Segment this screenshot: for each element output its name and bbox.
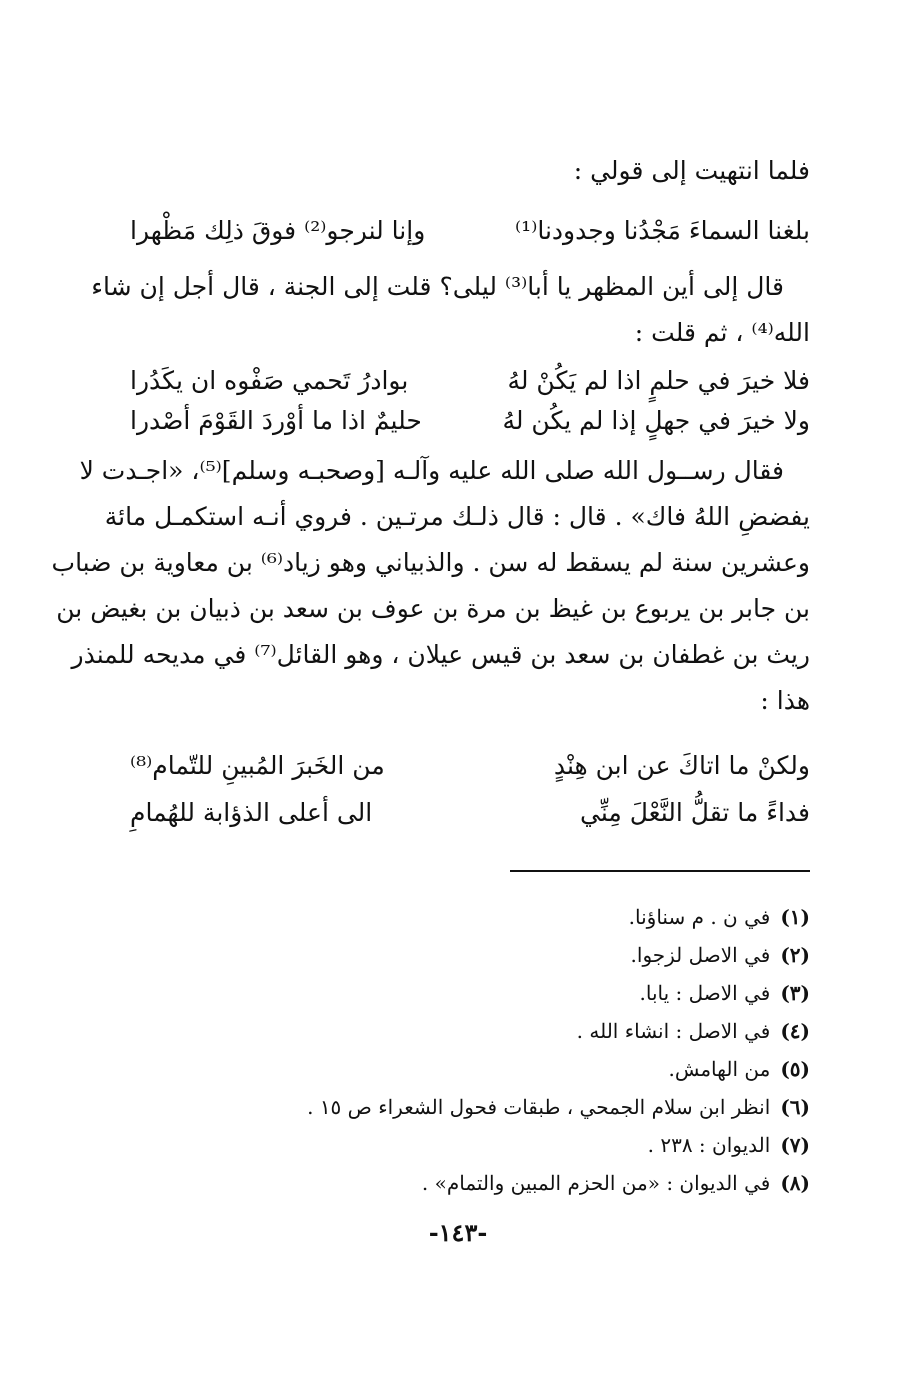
page-number: -١٤٣- [428, 1218, 488, 1247]
footnote-number: (٧) [780, 1133, 810, 1157]
prose-paragraph [91, 264, 810, 356]
footnote-text: في ن . م سناؤنا. [628, 905, 771, 929]
verse-first-hemistich: ولا خيرَ في جهلٍ إذا لم يكُن لهُ [502, 405, 810, 435]
verse-line [130, 792, 810, 832]
verse-second-hemistich: من الخَبرَ المُبينِ للتّمام⁽⁸⁾ [130, 750, 385, 780]
footnote-number: (٥) [780, 1057, 810, 1081]
prose-line: الله⁽⁴⁾ ، ثم قلت : [634, 318, 810, 347]
intro-line: فلما انتهيت إلى قولي : [573, 156, 810, 185]
verse-second-hemistich: وإنا لنرجو⁽²⁾ فوقَ ذلِك مَظْهرا [130, 215, 426, 245]
prose-line: يفضضِ اللهُ فاك» . قال : قال ذلـك مرتـين . فروي أنـه استكمـل مائة [104, 502, 810, 531]
prose-line: قال إلى أين المظهر يا أبا⁽³⁾ ليلى؟ قلت إلى الجنة ، قال أجل إن شاء [91, 272, 784, 301]
prose-line: ريث بن غطفان بن سعد بن قيس عيلان ، وهو القائل⁽⁷⁾ في مديحه للمنذر [71, 640, 810, 669]
footnotes [130, 898, 810, 1202]
prose-line: بن جابر بن يربوع بن غيظ بن مرة بن عوف بن سعد بن ذبيان بن بغيض بن [56, 594, 810, 623]
footnote-number: (٤) [780, 1019, 810, 1043]
verse-first-hemistich: فداءً ما تقلُّ النَّعْلَ مِنِّي [580, 797, 810, 827]
verse-line [130, 360, 810, 400]
footnote-text: في الاصل لزجوا. [630, 943, 771, 967]
footnote [130, 898, 810, 936]
footnote-number: (٨) [780, 1171, 810, 1195]
verse-first-hemistich: ولكنْ ما اتاكَ عن ابن هِنْدٍ [553, 750, 810, 780]
footnote-text: من الهامش. [668, 1057, 771, 1081]
footnote-number: (٣) [780, 981, 810, 1005]
verse-line [130, 400, 810, 440]
footnote-number: (٢) [780, 943, 810, 967]
footnote [130, 936, 810, 974]
verse-first-hemistich: بلغنا السماءَ مَجْدُنا وجدودنا⁽¹⁾ [515, 215, 810, 245]
verse-first-hemistich: فلا خيرَ في حلمٍ اذا لم يَكُنْ لهُ [507, 365, 810, 395]
footnote-separator [510, 870, 810, 872]
footnote-text: في الاصل : يابا. [639, 981, 771, 1005]
verse-line [130, 745, 810, 785]
footnote-text: انظر ابن سلام الجمحي ، طبقات فحول الشعراء ص ١٥ . [307, 1095, 771, 1119]
footnote-text: في الديوان : «من الحزم المبين والتمام» . [421, 1171, 771, 1195]
verse-second-hemistich: الى أعلى الذؤابة للهُمامِ [130, 797, 373, 827]
footnote [130, 1126, 810, 1164]
footnote [130, 1164, 810, 1202]
verse-line [130, 210, 810, 250]
footnote [130, 1088, 810, 1126]
verse-second-hemistich: حليمٌ اذا ما أوْردَ القَوْمَ أصْدرا [130, 405, 422, 435]
footnote-text: الديوان : ٢٣٨ . [647, 1133, 771, 1157]
prose-line: هذا : [760, 686, 810, 715]
prose-paragraph [51, 448, 810, 724]
footnote [130, 1012, 810, 1050]
footnote-number: (٦) [780, 1095, 810, 1119]
prose-line: فقال رســول الله صلى الله عليه وآلـه [وصحبـه وسلم]⁽⁵⁾، «اجـدت لا [79, 456, 784, 485]
verse-second-hemistich: بوادرُ تَحمي صَفْوه ان يكَدُرا [130, 365, 409, 395]
footnote-number: (١) [780, 905, 810, 929]
footnote-text: في الاصل : انشاء الله . [576, 1019, 771, 1043]
footnote [130, 1050, 810, 1088]
footnote [130, 974, 810, 1012]
prose-line: وعشرين سنة لم يسقط له سن . والذبياني وهو زياد⁽⁶⁾ بن معاوية بن ضباب [51, 548, 810, 577]
